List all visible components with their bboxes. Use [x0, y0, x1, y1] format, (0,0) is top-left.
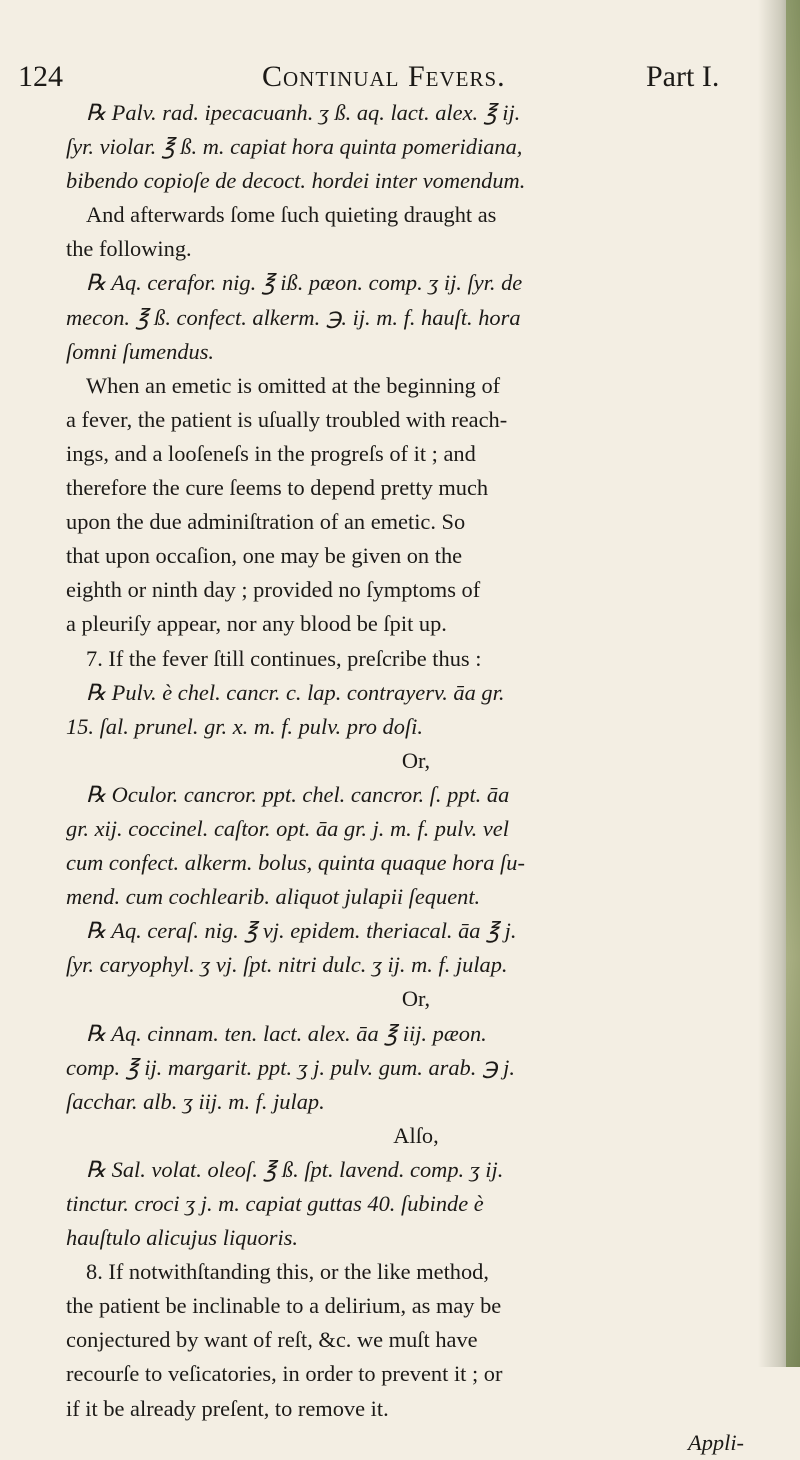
part-label: Part I.: [646, 60, 720, 93]
text-line: 8. If notwithſtanding this, or the like method,: [86, 1259, 489, 1285]
text-line: the patient be inclinable to a delirium, as may be: [66, 1293, 502, 1319]
text-line: a pleuriſy appear, nor any blood be ſpit up.: [66, 611, 447, 637]
text-line: the following.: [66, 236, 192, 262]
text-line: hauſtulo alicujus liquoris.: [66, 1225, 299, 1251]
text-line: eighth or ninth day ; provided no ſymptoms of: [66, 577, 481, 603]
text-line: ſacchar. alb. ʒ iij. m. f. julap.: [66, 1088, 325, 1114]
text-line: ℞ Sal. volat. oleoſ. ℥ ß. ſpt. lavend. comp. ʒ ij.: [86, 1156, 504, 1182]
text-line: ℞ Aq. ceraſ. nig. ℥ vj. epidem. theriacal. āa ℥ j.: [86, 918, 517, 944]
text-line: mend. cum cochlearib. aliquot julapii ſequent.: [66, 884, 481, 910]
text-line: ℞ Oculor. cancror. ppt. chel. cancror. ſ. ppt. āa: [86, 781, 510, 807]
text-line: if it be already preſent, to remove it.: [66, 1395, 389, 1421]
page-number: 124: [18, 60, 63, 93]
page-edge-binding: [786, 0, 800, 1367]
separator-or: Or,: [401, 747, 431, 773]
text-line: ings, and a looſeneſs in the progreſs of it ; and: [66, 440, 476, 466]
text-line: cum confect. alkerm. bolus, quinta quaque hora ſu-: [66, 850, 525, 876]
text-line: ſyr. caryophyl. ʒ vj. ſpt. nitri dulc. ʒ ij. m. f. julap.: [66, 952, 508, 978]
text-line: upon the due adminiſtration of an emetic. So: [66, 509, 466, 535]
text-line: ſyr. violar. ℥ ß. m. capiat hora quinta pomeridiana,: [66, 134, 523, 160]
text-line: tinctur. croci ʒ j. m. capiat guttas 40. ſubinde è: [66, 1191, 484, 1216]
text-line: When an emetic is omitted at the beginning of: [86, 372, 501, 398]
catchword: Appli-: [688, 1429, 744, 1455]
text-line: 15. ſal. prunel. gr. x. m. f. pulv. pro doſi.: [66, 713, 423, 739]
page-body: [66, 96, 766, 1460]
text-line: And afterwards ſome ſuch quieting draught as: [86, 202, 497, 228]
running-title: Continual Fevers.: [262, 60, 506, 93]
separator-also: Alſo,: [393, 1122, 439, 1148]
text-line: ℞ Aq. cerafor. nig. ℥ iß. pæon. comp. ʒ ij. ſyr. de: [86, 270, 523, 296]
text-line: conjectured by want of reſt, &c. we muſt have: [66, 1327, 478, 1353]
text-line: mecon. ℥ ß. confect. alkerm. ℈. ij. m. f. hauſt. hora: [66, 304, 521, 330]
text-line: bibendo copioſe de decoct. hordei inter vomendum.: [66, 168, 526, 194]
text-line: a fever, the patient is uſually troubled with reach-: [66, 406, 508, 432]
text-line: gr. xij. coccinel. caſtor. opt. āa gr. j. m. f. pulv. vel: [66, 815, 509, 841]
text-line: ſomni ſumendus.: [66, 338, 215, 364]
text-line: recourſe to veſicatories, in order to prevent it ; or: [66, 1361, 503, 1387]
separator-or: Or,: [401, 986, 431, 1012]
text-line: ℞ Pulv. è chel. cancr. c. lap. contrayerv. āa gr.: [86, 679, 505, 705]
text-line: that upon occaſion, one may be given on the: [66, 543, 463, 569]
text-line: 7. If the fever ſtill continues, preſcribe thus :: [86, 645, 482, 671]
text-line: therefore the cure ſeems to depend pretty much: [66, 475, 489, 501]
text-line: comp. ℥ ij. margarit. ppt. ʒ j. pulv. gum. arab. ℈ j.: [66, 1054, 515, 1080]
running-header: [18, 60, 758, 100]
text-line: ℞ Aq. cinnam. ten. lact. alex. āa ℥ iij. pæon.: [86, 1020, 487, 1046]
text-line: ℞ Palv. rad. ipecacuanh. ʒ ß. aq. lact. alex. ℥ ij.: [86, 100, 521, 125]
